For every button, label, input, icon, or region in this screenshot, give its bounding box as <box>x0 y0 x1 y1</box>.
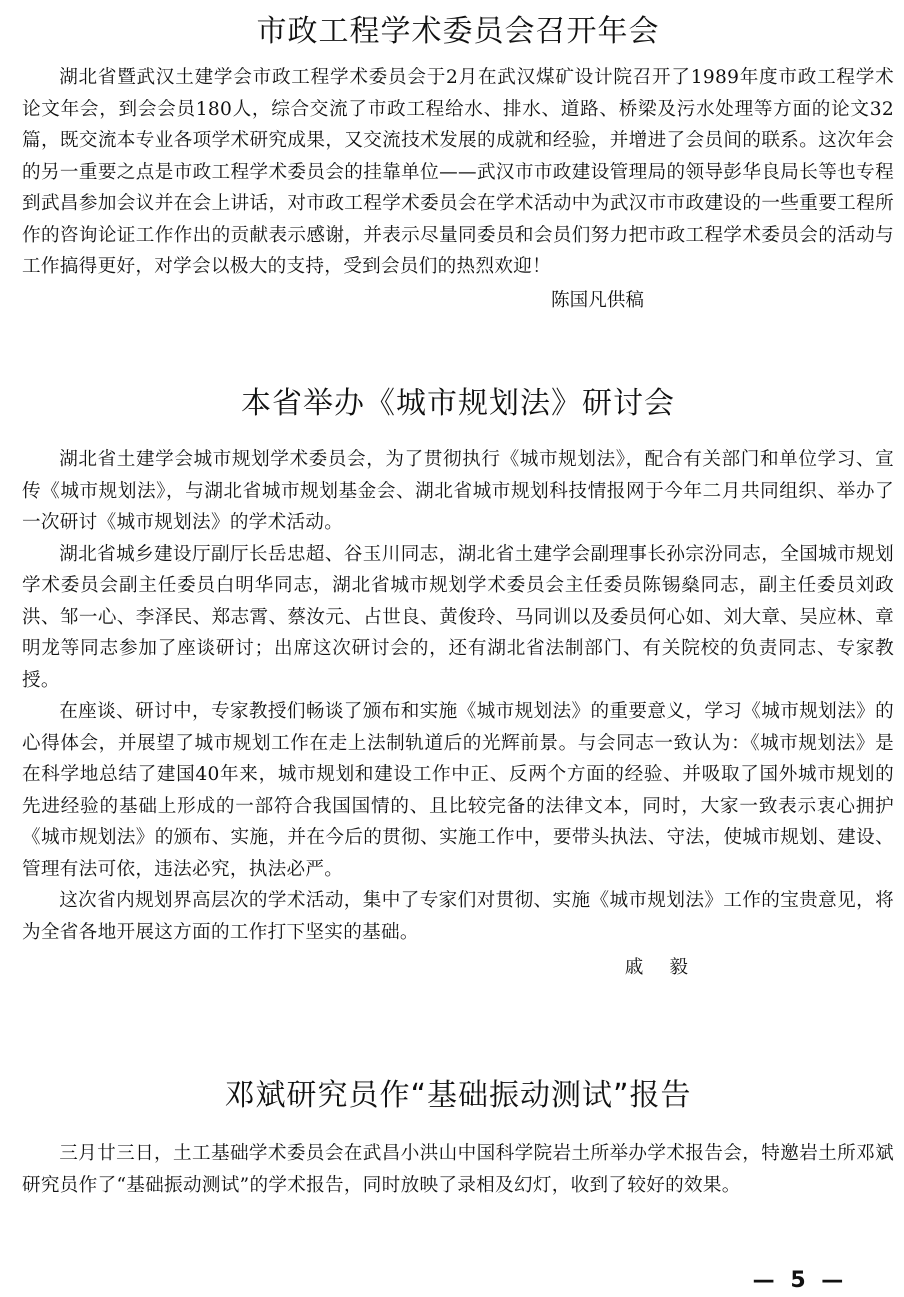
article-planning-law-seminar <box>22 384 894 984</box>
article-byline: 戚毅 <box>624 957 714 978</box>
page-number: — 5 — <box>752 1268 848 1293</box>
article-paragraph: 三月廿三日，土工基础学术委员会在武昌小洪山中国科学院岩土所举办学术报告会，特邀岩土所邓斌研究员作了“基础振动测试”的学术报告，同时放映了录相及幻灯，收到了较好的效果。 <box>22 1143 894 1196</box>
article-paragraph: 这次省内规划界高层次的学术活动，集中了专家们对贯彻、实施《城市规划法》工作的宝贵意见，将为全省各地开展这方面的工作打下坚实的基础。 <box>22 890 894 943</box>
article-paragraph: 湖北省城乡建设厅副厅长岳忠超、谷玉川同志，湖北省土建学会副理事长孙宗汾同志，全国城市规划学术委员会副主任委员白明华同志，湖北省城市规划学术委员会主任委员陈锡燊同志，副主任委员刘政洪、邹一心、李泽民、郑志霄、蔡汝元、占世良、黄俊玲、马同训以及委员何心如、刘大章、吴应林、章明龙等同志参加了座谈研讨；出席这次研讨会的，还有湖北省法制部门、有关院校的负责同志、专家教授。 <box>22 543 894 691</box>
article-title: 本省举办《城市规划法》研讨会 <box>241 386 675 421</box>
article-paragraph: 湖北省土建学会城市规划学术委员会，为了贯彻执行《城市规划法》，配合有关部门和单位学习、宣传《城市规划法》，与湖北省城市规划基金会、湖北省城市规划科技情报网于今年二月共同组织、举办了一次研讨《城市规划法》的学术活动。 <box>22 449 894 533</box>
article-municipal-annual-meeting <box>22 12 894 316</box>
article-byline: 陈国凡供稿 <box>551 289 644 311</box>
article-paragraph: 湖北省暨武汉土建学会市政工程学术委员会于2月在武汉煤矿设计院召开了1989年度市政工程学术论文年会，到会会员180人，综合交流了市政工程给水、排水、道路、桥梁及污水处理等方面的论文32篇，既交流本专业各项学术研究成果，又交流技术发展的成就和经验，并增进了会员间的联系。这次年会的另一重要之点是市政工程学术委员会的挂靠单位——武汉市市政建设管理局的领导彭华良局长等也专程到武昌参加会议并在会上讲话，对市政工程学术委员会在学术活动中为武汉市市政建设的一些重要工程所作的咨询论证工作作出的贡献表示感谢，并表示尽量同委员和会员们努力把市政工程学术委员会的活动与工作搞得更好，对学会以极大的支持，受到会员们的热烈欢迎！ <box>22 67 894 277</box>
article-vibration-test-report <box>22 1076 894 1201</box>
article-title: 邓斌研究员作“基础振动测试”报告 <box>224 1078 692 1113</box>
article-paragraph: 在座谈、研讨中，专家教授们畅谈了颁布和实施《城市规划法》的重要意义，学习《城市规划法》的心得体会，并展望了城市规划工作在走上法制轨道后的光辉前景。与会同志一致认为：《城市规划法》是在科学地总结了建国40年来，城市规划和建设工作中正、反两个方面的经验、并吸取了国外城市规划的先进经验的基础上形成的一部符合我国国情的、且比较完备的法律文本，同时，大家一致表示衷心拥护《城市规划法》的颁布、实施，并在今后的贯彻、实施工作中，要带头执法、守法，使城市规划、建设、管理有法可依，违法必究，执法必严。 <box>22 701 894 880</box>
article-title: 市政工程学术委员会召开年会 <box>256 14 660 49</box>
